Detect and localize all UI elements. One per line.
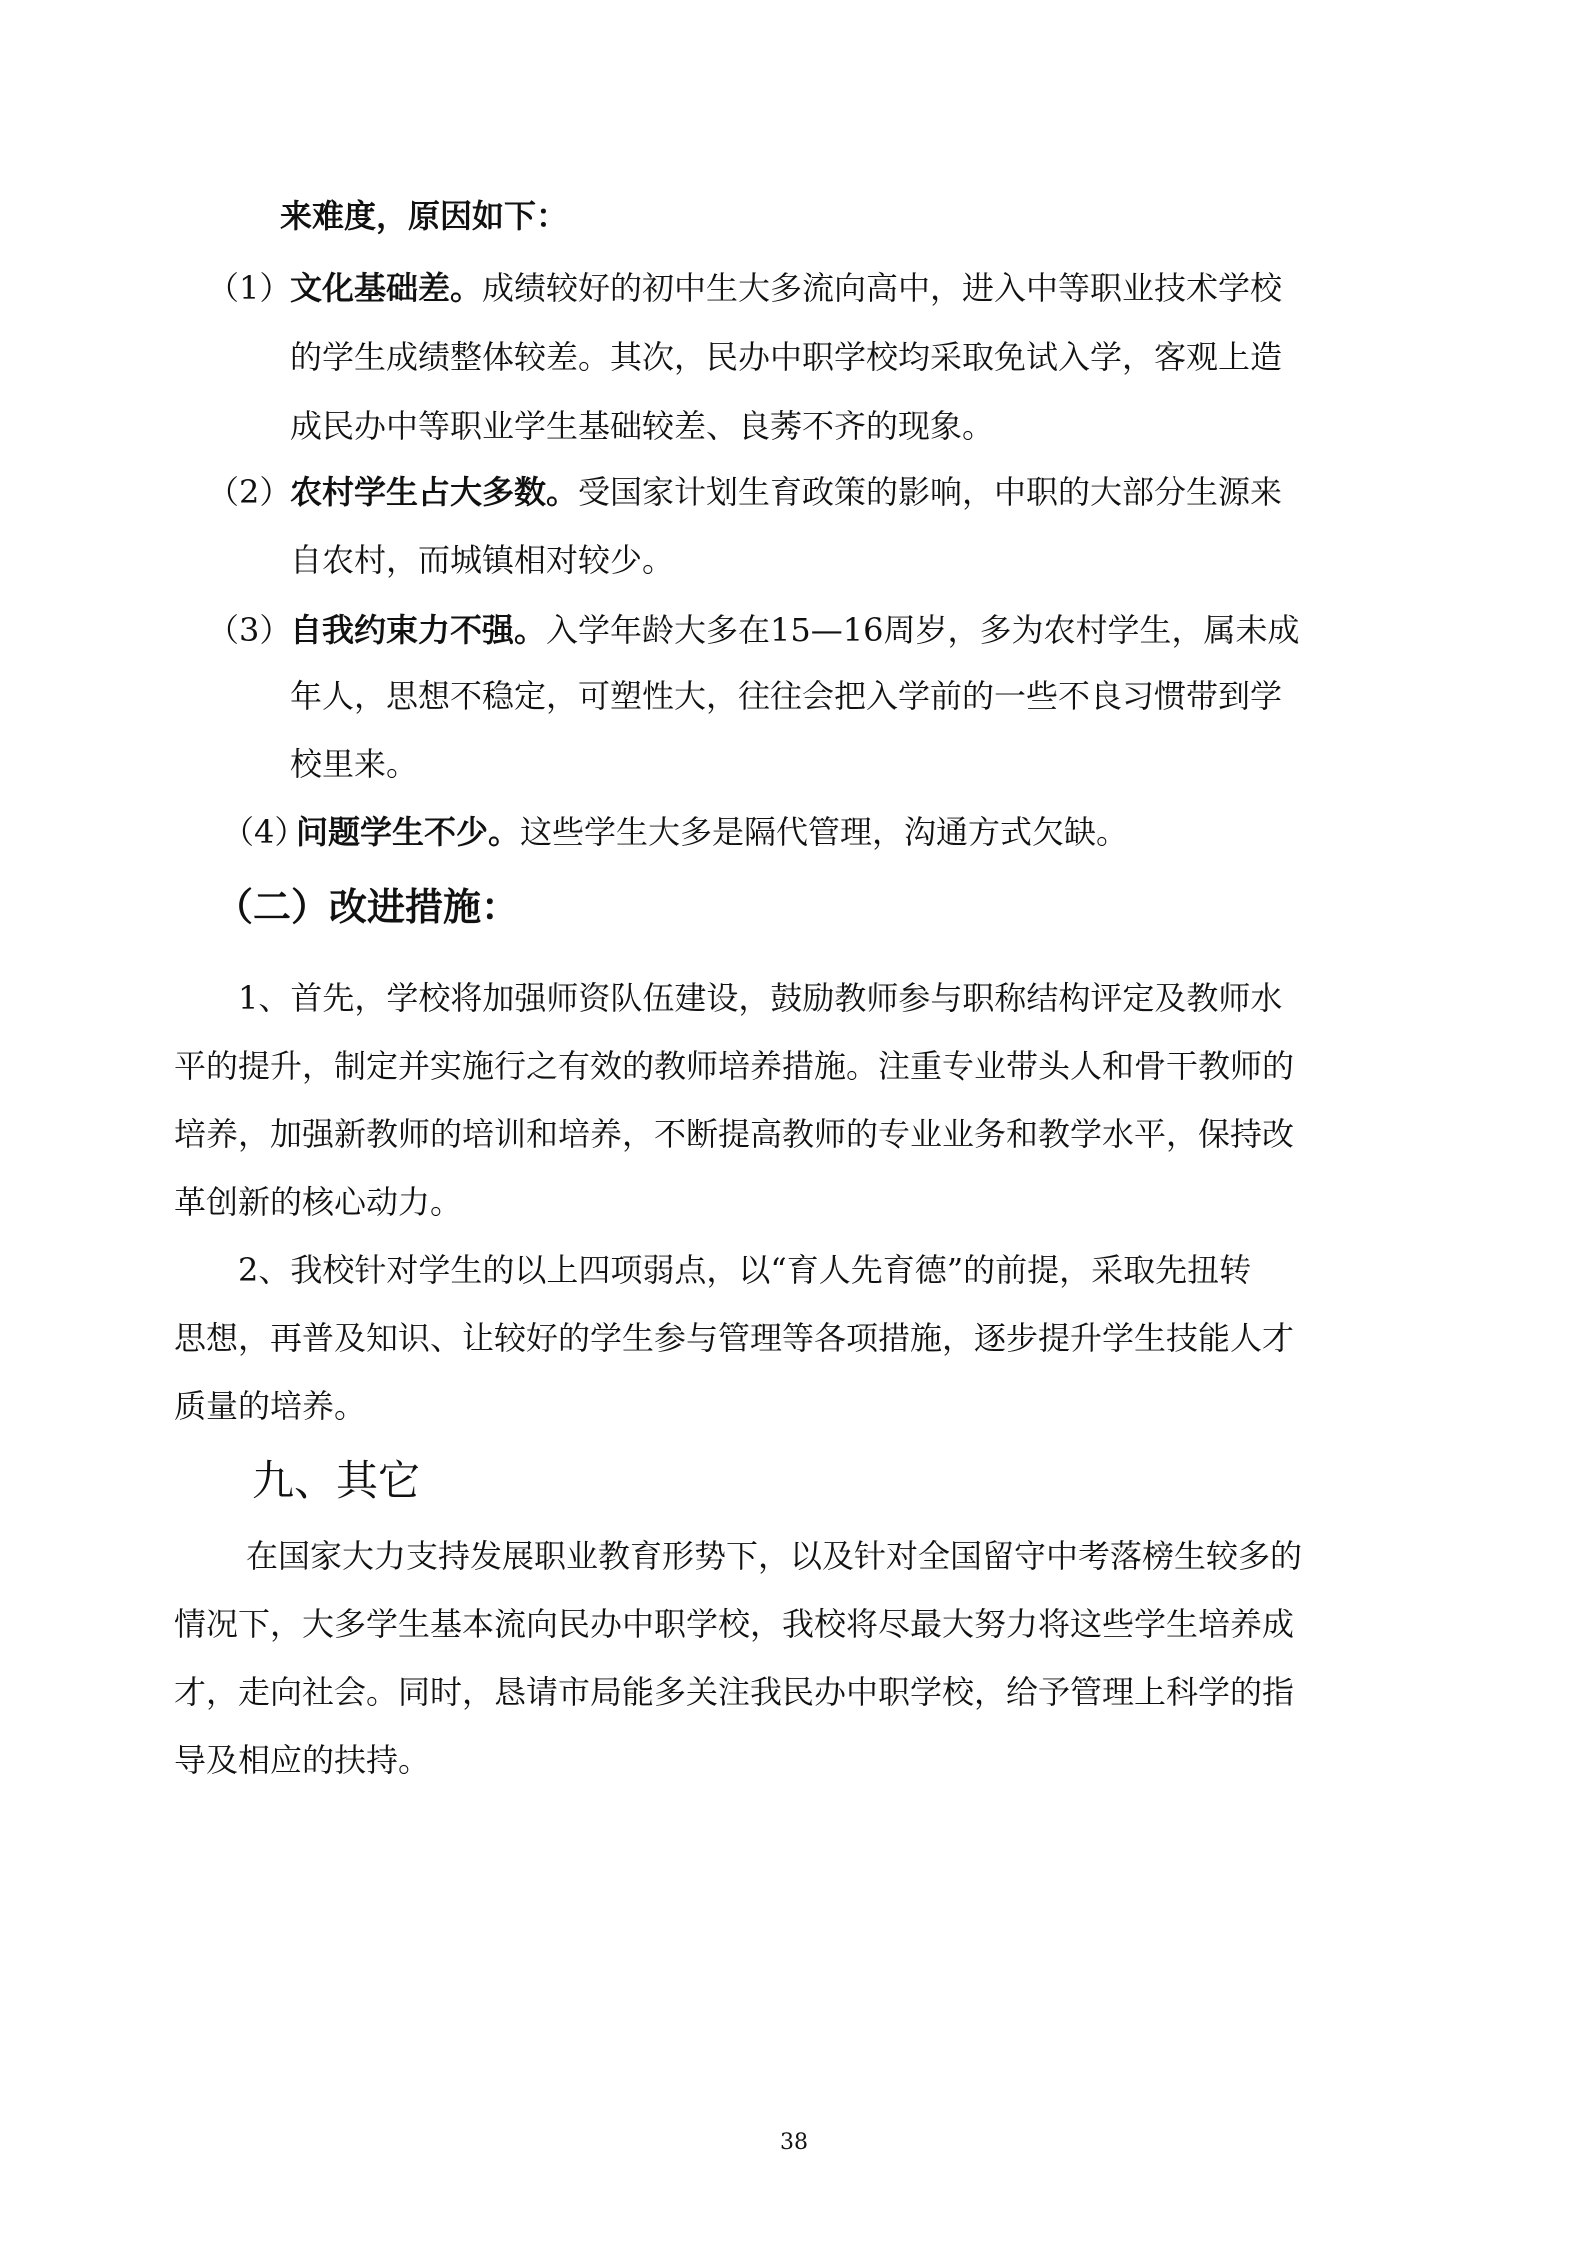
reason-1-title: 文化基础差。 [290,269,483,307]
reason-3-line-1: 入学年龄大多在15—16周岁，多为农村学生，属未成 [546,611,1300,649]
reason-2-number: （2） [207,473,292,511]
reason-4-line-1: 这些学生大多是隔代管理，沟通方式欠缺。 [520,813,1129,851]
closing-line-4: 导及相应的扶持。 [174,1741,431,1779]
measure-1-line-2: 平的提升，制定并实施行之有效的教师培养措施。注重专业带头人和骨干教师的 [174,1047,1295,1085]
closing-line-2: 情况下，大多学生基本流向民办中职学校，我校将尽最大努力将这些学生培养成 [174,1605,1295,1643]
reason-2-line-1: 受国家计划生育政策的影响，中职的大部分生源来 [578,473,1283,511]
reason-2-title: 农村学生占大多数。 [290,473,579,511]
reason-3-line-2: 年人，思想不稳定，可塑性大，往往会把入学前的一些不良习惯带到学 [290,677,1283,715]
reason-1-line-3: 成民办中等职业学生基础较差、良莠不齐的现象。 [290,407,995,445]
reason-3-title: 自我约束力不强。 [290,611,547,649]
measure-1-line-1: 1、首先，学校将加强师资队伍建设，鼓励教师参与职称结构评定及教师水 [238,979,1283,1017]
closing-line-3: 才，走向社会。同时，恳请市局能多关注我民办中职学校，给予管理上科学的指 [174,1673,1295,1711]
measure-2-line-3: 质量的培养。 [174,1387,367,1425]
measure-1-line-4: 革创新的核心动力。 [174,1183,463,1221]
measure-1-line-3: 培养，加强新教师的培训和培养，不断提高教师的专业业务和教学水平，保持改 [174,1115,1295,1153]
closing-line-1: 在国家大力支持发展职业教育形势下，以及针对全国留守中考落榜生较多的 [246,1537,1303,1575]
reason-2-first-line [290,472,1282,512]
reason-3-first-line [290,610,1299,650]
reason-3-line-3: 校里来。 [290,745,419,783]
reason-3-number: （3） [207,611,292,649]
reason-1-line-2: 的学生成绩整体较差。其次，民办中职学校均采取免试入学，客观上造 [290,338,1283,376]
reason-1-line-1: 成绩较好的初中生大多流向高中，进入中等职业技术学校 [482,269,1283,307]
section-heading-improvements: （二）改进措施： [215,884,520,929]
reason-2-line-2: 自农村，而城镇相对较少。 [290,541,675,579]
reason-4-title: 问题学生不少。 [296,813,521,851]
section-heading-other: 九、其它 [252,1456,421,1505]
reason-1-first-line [290,268,1282,308]
page-number: 38 [780,2130,808,2155]
reason-4-first-line [296,812,1128,852]
measure-2-line-1: 2、我校针对学生的以上四项弱点，以“育人先育德”的前提，采取先扭转 [238,1251,1252,1289]
reason-1-number: （1） [207,269,292,307]
measure-2-line-2: 思想，再普及知识、让较好的学生参与管理等各项措施，逐步提升学生技能人才 [174,1319,1295,1357]
reason-4-number: （4） [222,813,307,851]
intro-text: 来难度，原因如下： [280,197,569,235]
